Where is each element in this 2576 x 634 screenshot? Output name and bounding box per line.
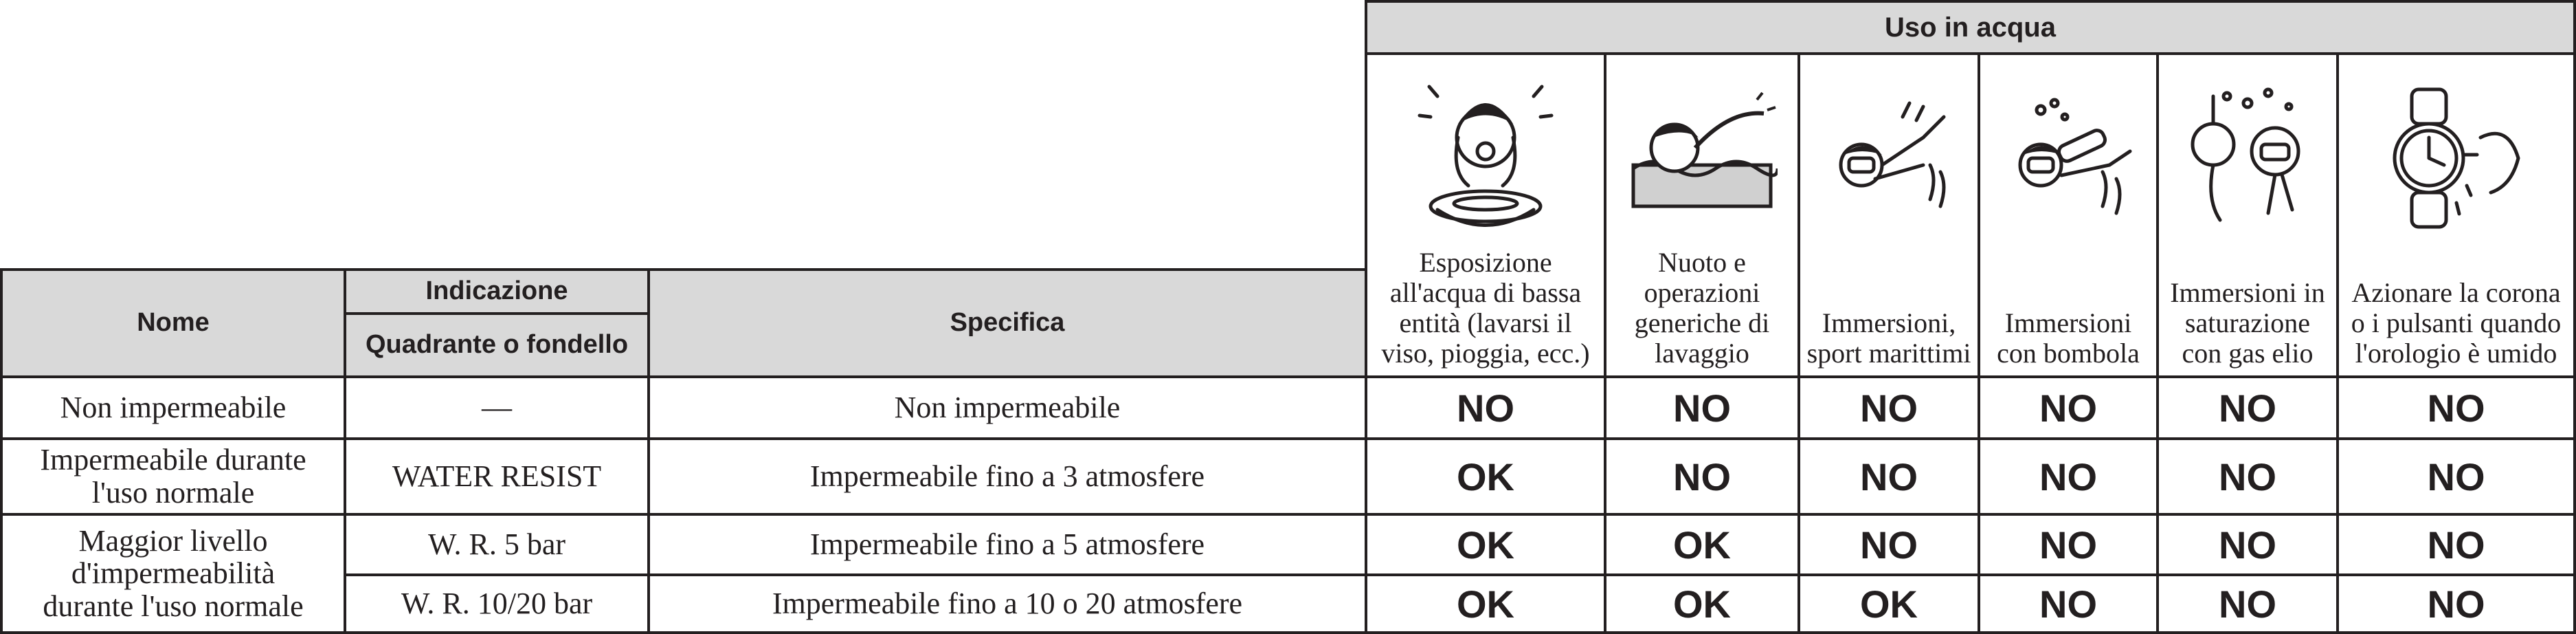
result-r1-c6: NO [2336,375,2576,440]
row4-specification: Impermeabile fino a 10 o 20 atmosfere [647,573,1367,634]
result-r3-c1: OK [1365,513,1606,576]
use-column-2 [1604,52,1800,378]
row3-specification: Impermeabile fino a 5 atmosfere [647,513,1367,576]
result-r4-c2: OK [1604,573,1800,634]
result-r4-c1: OK [1365,573,1606,634]
use-column-4 [1978,52,2159,378]
use-column-2-label: Nuoto e operazioni generiche di lavaggio [1634,247,1770,369]
result-r1-c2: NO [1604,375,1800,440]
result-r3-c2: OK [1604,513,1800,576]
row2-specification: Impermeabile fino a 3 atmosfere [647,437,1367,516]
row4-indication: W. R. 10/20 bar [344,573,650,634]
saturation-diving-icon [2179,83,2316,234]
result-r2-c5: NO [2156,437,2339,516]
result-r4-c4: NO [1978,573,2159,634]
use-column-1 [1365,52,1606,378]
result-r1-c5: NO [2156,375,2339,440]
header-specification: Specifica [647,268,1367,378]
result-r3-c3: NO [1797,513,1980,576]
result-r3-c5: NO [2156,513,2339,576]
result-r1-c4: NO [1978,375,2159,440]
row1-specification: Non impermeabile [647,375,1367,440]
use-column-5 [2156,52,2339,378]
row2-indication: WATER RESIST [344,437,650,516]
use-column-6 [2336,52,2576,378]
scuba-diving-icon [2000,89,2137,227]
result-r1-c1: NO [1365,375,1606,440]
result-r2-c1: OK [1365,437,1606,516]
use-column-1-label: Esposizione all'acqua di bassa entità (lavarsi il viso, pioggia, ecc.) [1381,247,1590,369]
swimming-icon [1626,83,1778,220]
use-column-6-label: Azionare la corona o i pulsanti quando l'orologio è umido [2351,277,2562,369]
header-indication: Indicazione [344,268,650,315]
result-r2-c2: NO [1604,437,1800,516]
result-r4-c6: NO [2336,573,2576,634]
use-column-3-label: Immersioni, sport marittimi [1806,307,1971,369]
result-r3-c4: NO [1978,513,2159,576]
wet-watch-crown-icon [2381,83,2532,234]
header-name: Nome [0,268,346,378]
row1-name: Non impermeabile [0,375,346,440]
result-r4-c3: OK [1797,573,1980,634]
result-r1-c3: NO [1797,375,1980,440]
header-dial-or-caseback: Quadrante o fondello [344,312,650,378]
result-r2-c6: NO [2336,437,2576,516]
row1-indication: — [344,375,650,440]
face-washing-icon [1410,69,1561,234]
result-r2-c3: NO [1797,437,1980,516]
row3-indication: W. R. 5 bar [344,513,650,576]
row2-name: Impermeabile durante l'uso normale [0,437,346,516]
result-r2-c4: NO [1978,437,2159,516]
row3-name: Maggior livello d'impermeabilità durante l'uso normale [0,513,346,634]
use-column-5-label: Immersioni in saturazione con gas elio [2170,277,2325,369]
use-column-4-label: Immersioni con bombola [1997,307,2140,369]
use-in-water-title: Uso in acqua [1365,0,2576,55]
result-r4-c5: NO [2156,573,2339,634]
snorkeling-icon [1820,89,1958,227]
use-column-3 [1797,52,1980,378]
result-r3-c6: NO [2336,513,2576,576]
